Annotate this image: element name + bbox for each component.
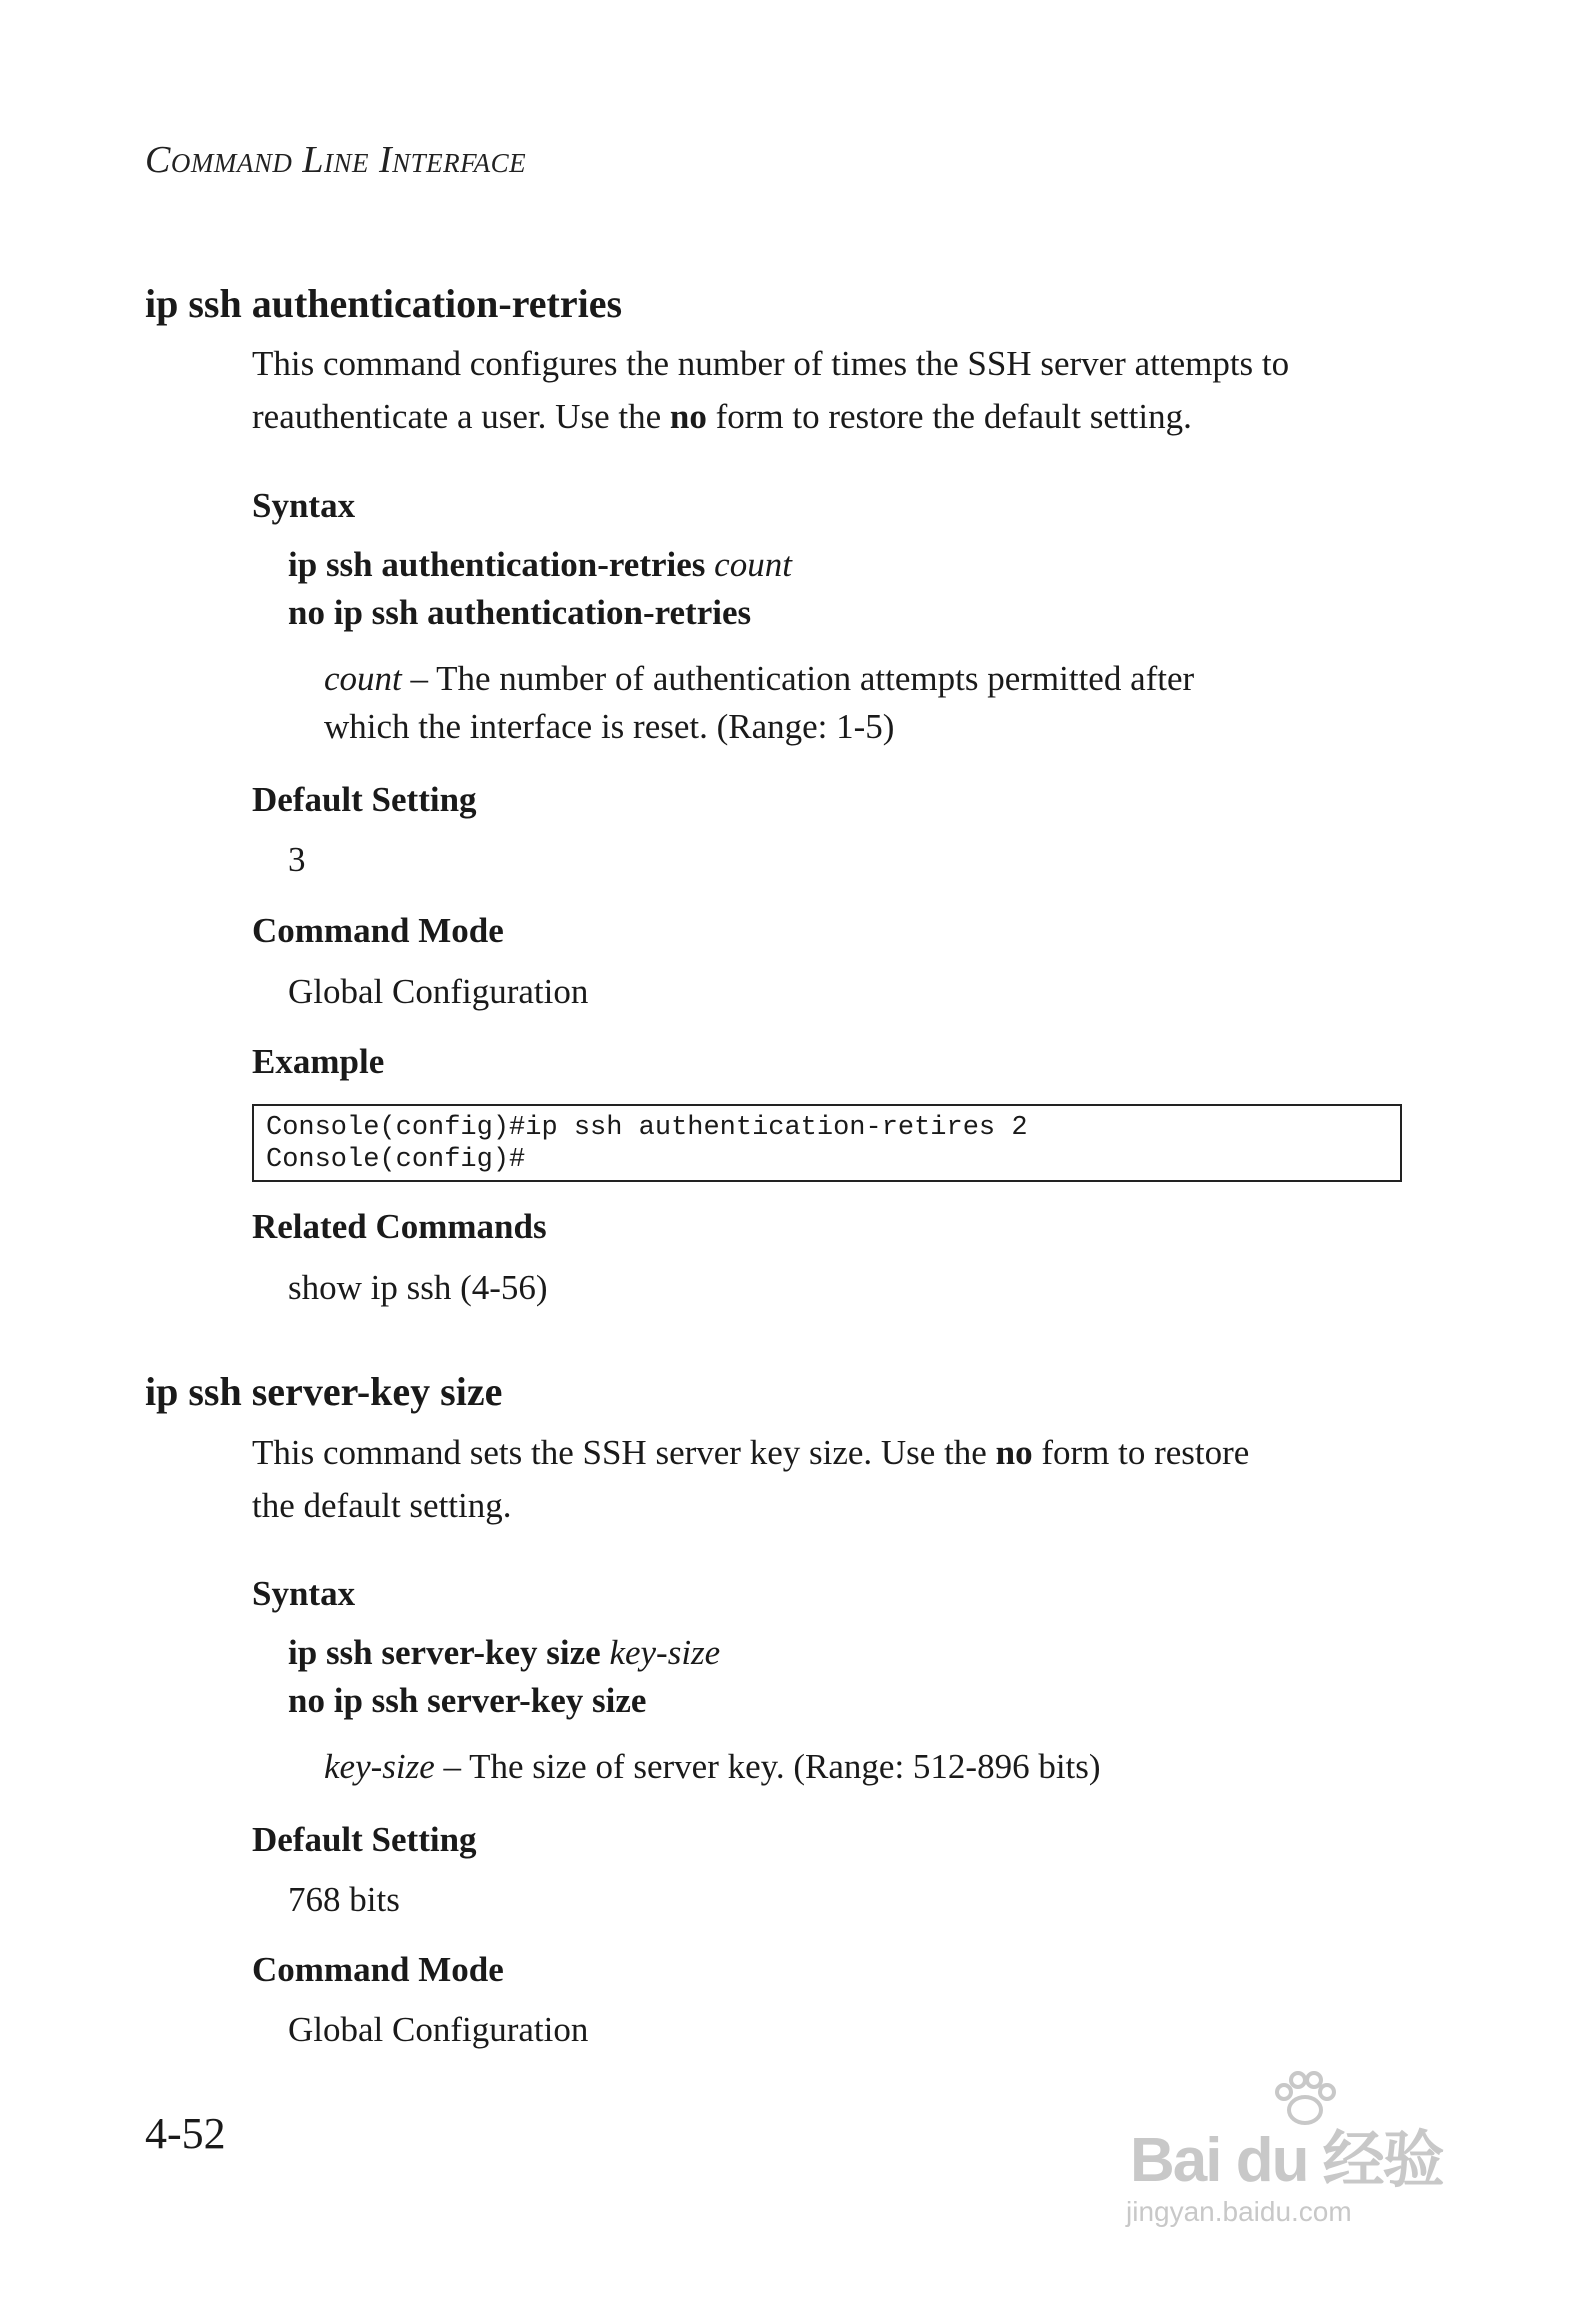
syntax-line-no-form [288,1681,646,1721]
example-heading: Example [252,1042,385,1081]
no-keyword: no [995,1433,1033,1472]
syntax-heading: Syntax [252,486,356,525]
description-line: the default setting. [252,1486,512,1525]
description-line: This command configures the number of times the SSH server attempts to [252,344,1290,383]
command-mode-value: Global Configuration [288,2010,589,2049]
no-keyword: no [669,397,707,436]
parameter-name: count [324,659,402,698]
command-mode-value: Global Configuration [288,972,589,1011]
syntax-argument: key-size [609,1633,721,1672]
syntax-command: ip ssh authentication-retries [288,545,706,584]
parameter-text: – The size of server key. (Range: 512-896 bits) [434,1747,1101,1786]
description-text: This command sets the SSH server key size. Use the [252,1433,996,1472]
syntax-line [288,545,792,585]
syntax-command: no ip ssh server-key size [288,1681,647,1720]
code-line: Console(config)#ip ssh authentication-retires 2 [266,1113,1028,1143]
description-text: form to restore [1032,1433,1250,1472]
parameter-name: key-size [324,1747,435,1786]
running-head: Command Line Interface [145,139,527,181]
syntax-argument: count [714,545,792,584]
command-mode-heading: Command Mode [252,911,504,950]
command-title-auth-retries: ip ssh authentication-retries [145,281,623,326]
related-command-link: show ip ssh (4-56) [288,1268,548,1307]
syntax-command: no ip ssh authentication-retries [288,593,752,632]
code-line: Console(config)# [266,1145,526,1175]
syntax-line [288,1633,720,1673]
description-text: reauthenticate a user. Use the [252,397,670,436]
parameter-text: which the interface is reset. (Range: 1-5) [324,707,895,746]
watermark-url: jingyan.baidu.com [1126,2196,1352,2227]
parameter-description [324,655,1384,751]
parameter-description [324,1743,1384,1791]
parameter-text: – The number of authentication attempts permitted after [401,659,1195,698]
syntax-command: ip ssh server-key size [288,1633,601,1672]
watermark-brand: Bai du 经验 [1130,2126,1443,2195]
syntax-heading: Syntax [252,1574,356,1613]
syntax-line-no-form [288,593,751,633]
related-commands-heading: Related Commands [252,1207,547,1246]
example-code-block [252,1104,1402,1182]
server-key-description [252,1426,1422,1532]
auth-retries-description [252,337,1422,443]
default-setting-heading: Default Setting [252,780,477,819]
command-title-server-key-size: ip ssh server-key size [145,1369,503,1414]
description-text: form to restore the default setting. [706,397,1192,436]
command-mode-heading: Command Mode [252,1950,504,1989]
default-value: 768 bits [288,1880,400,1919]
page-number: 4-52 [145,2109,226,2158]
default-value: 3 [288,840,306,879]
default-setting-heading: Default Setting [252,1820,477,1859]
